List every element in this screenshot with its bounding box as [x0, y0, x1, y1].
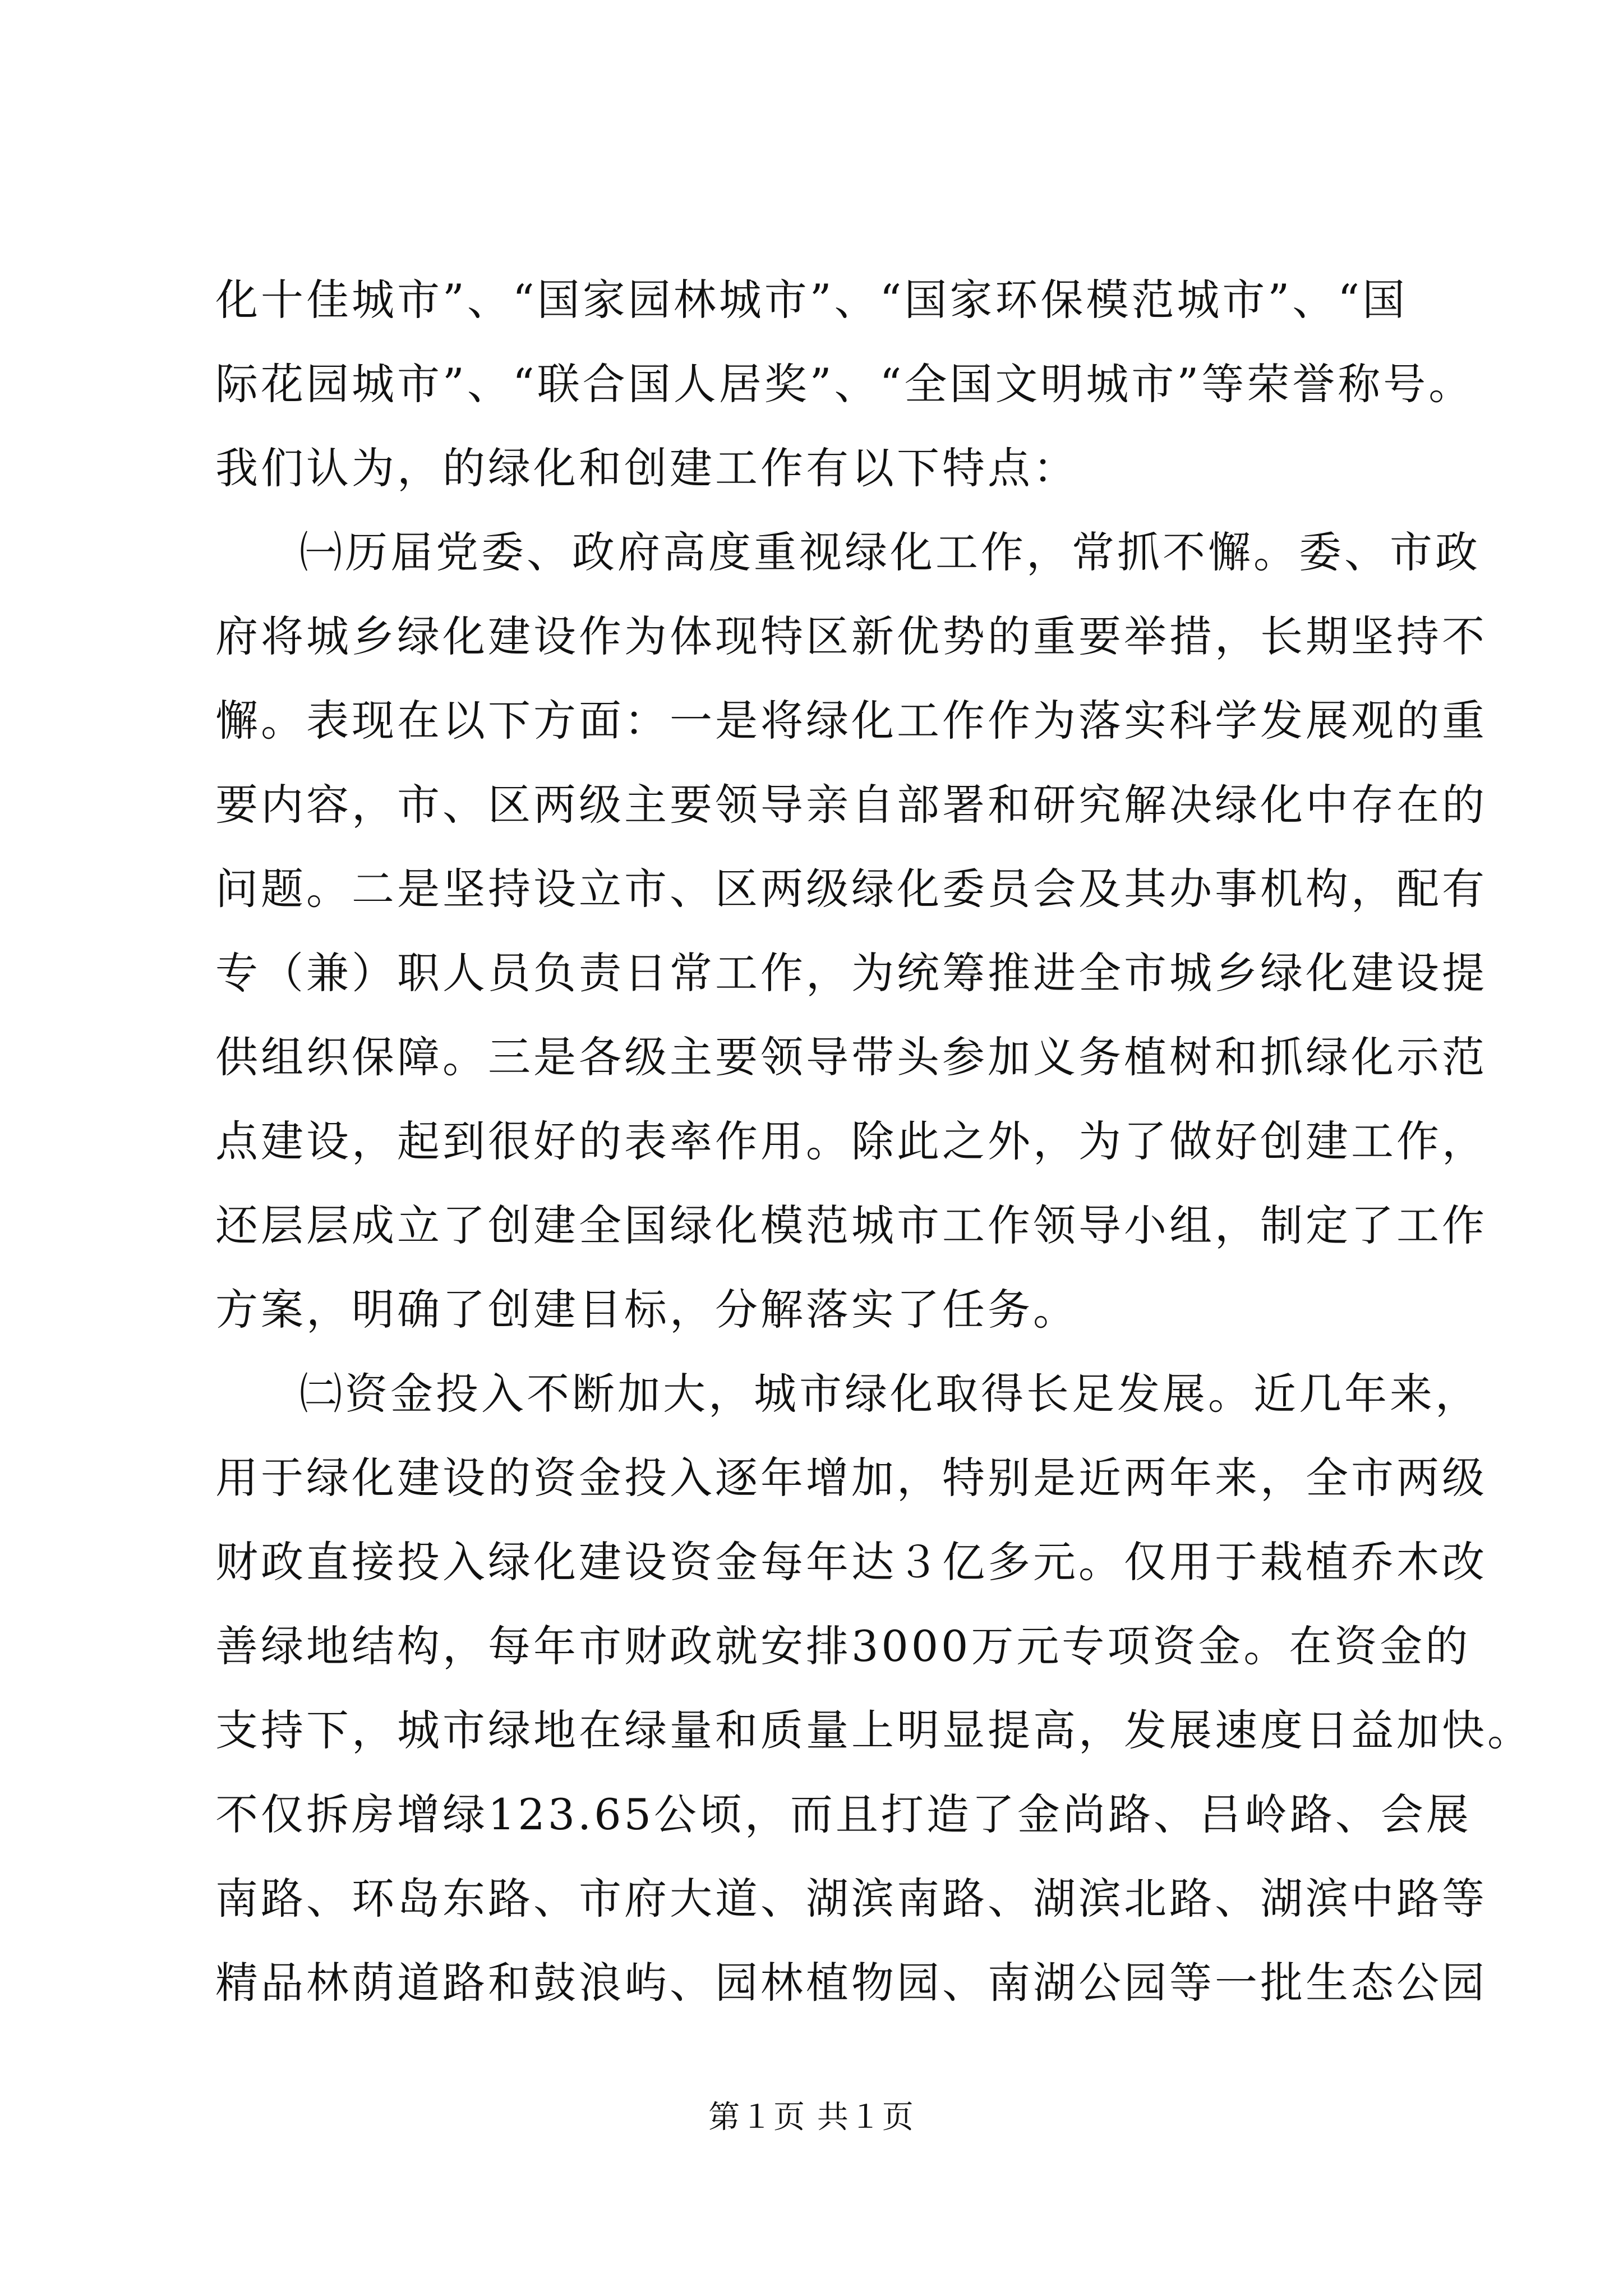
text-line: 支持下，城市绿地在绿量和质量上明显提高，发展速度日益加快。: [215, 1705, 1533, 1755]
text-line: 点建设，起到很好的表率作用。除此之外，为了做好创建工作，: [215, 1116, 1487, 1166]
body-text: [215, 258, 1533, 2025]
text-line: 专（兼）职人员负责日常工作，为统筹推进全市城乡绿化建设提: [215, 948, 1487, 998]
text-line: 还层层成立了创建全国绿化模范城市工作领导小组，制定了工作: [215, 1200, 1487, 1250]
text-line: 化十佳城市”、“国家园林城市”、“国家环保模范城市”、“国: [215, 275, 1408, 325]
text-line: ㈠历届党委、政府高度重视绿化工作，常抓不懈。委、市政: [299, 527, 1481, 577]
text-line: 精品林荫道路和鼓浪屿、园林植物园、南湖公园等一批生态公园: [215, 1958, 1487, 2008]
text-line: 懈。表现在以下方面：一是将绿化工作作为落实科学发展观的重: [215, 696, 1487, 746]
text-line: 问题。二是坚持设立市、区两级绿化委员会及其办事机构，配有: [215, 864, 1487, 914]
text-line: 我们认为，的绿化和创建工作有以下特点：: [215, 443, 1078, 493]
text-line: 方案，明确了创建目标，分解落实了任务。: [215, 1285, 1078, 1335]
text-line: 府将城乡绿化建设作为体现特区新优势的重要举措，长期坚持不: [215, 611, 1487, 661]
text-line: 南路、环岛东路、市府大道、湖滨南路、湖滨北路、湖滨中路等: [215, 1874, 1487, 1924]
text-line: 际花园城市”、“联合国人居奖”、“全国文明城市”等荣誉称号。: [215, 359, 1474, 409]
text-line: 财政直接投入绿化建设资金每年达３亿多元。仅用于栽植乔木改: [215, 1537, 1487, 1587]
text-line: 要内容，市、区两级主要领导亲自部署和研究解决绿化中存在的: [215, 780, 1487, 830]
page-footer: 第１页 共１页: [708, 2099, 915, 2136]
text-line: 不仅拆房增绿123.65公顷，而且打造了金尚路、吕岭路、会展: [215, 1789, 1472, 1839]
text-line: ㈡资金投入不断加大，城市绿化取得长足发展。近几年来，: [299, 1369, 1481, 1419]
text-line: 善绿地结构，每年市财政就安排3000万元专项资金。在资金的: [215, 1621, 1471, 1671]
text-line: 用于绿化建设的资金投入逐年增加，特别是近两年来，全市两级: [215, 1453, 1487, 1503]
text-line: 供组织保障。三是各级主要领导带头参加义务植树和抓绿化示范: [215, 1032, 1487, 1082]
